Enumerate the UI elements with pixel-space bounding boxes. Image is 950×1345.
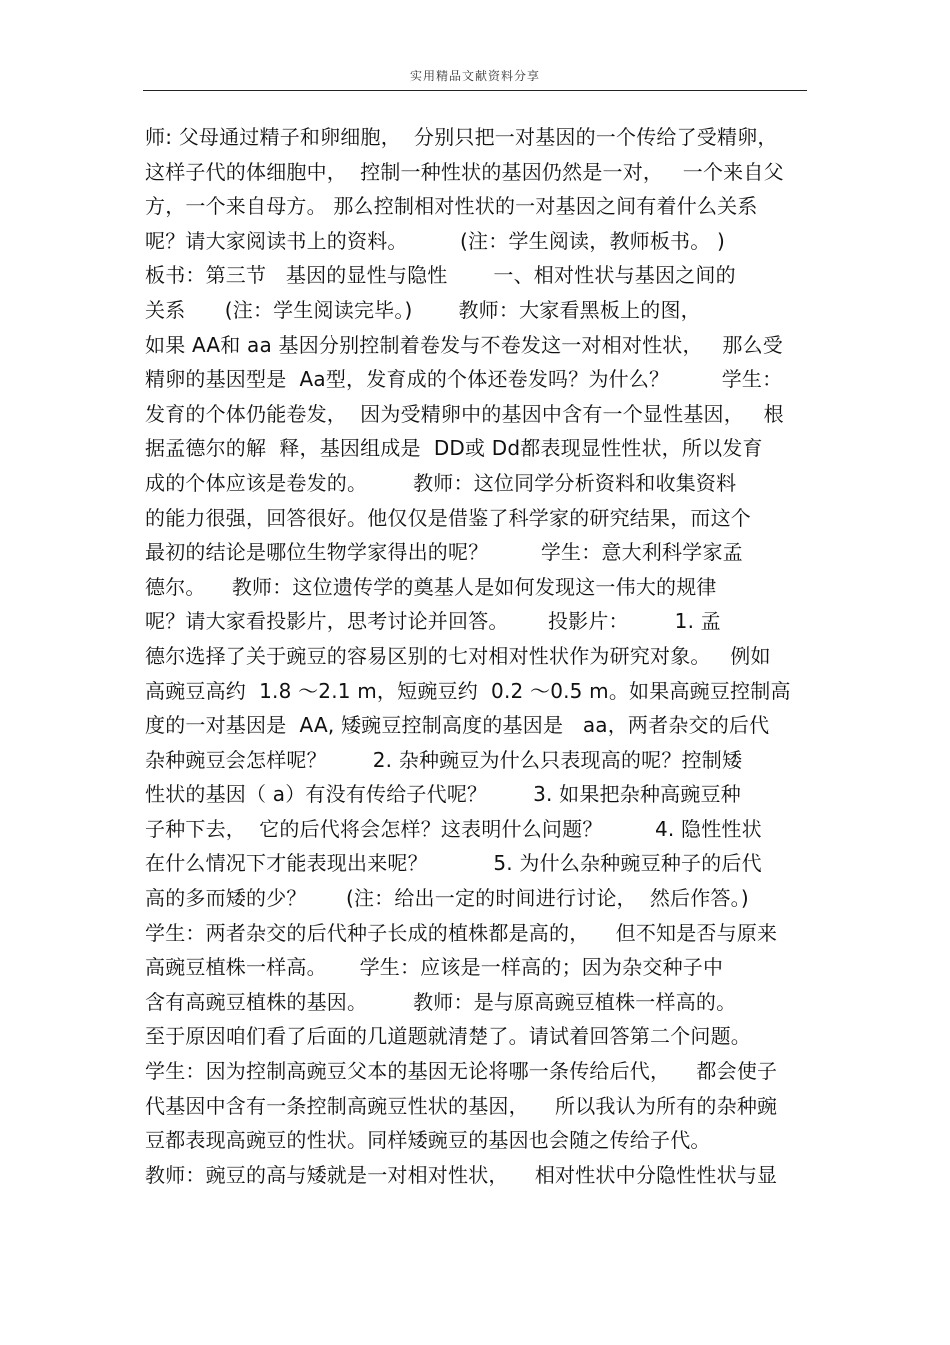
text-line: 高豌豆植株一样高。 学生：应该是一样高的；因为杂交种子中 [145,955,724,980]
text-line: 至于原因咱们看了后面的几道题就清楚了。请试着回答第二个问题。 [145,1024,751,1049]
text-line: 发育的个体仍能卷发， 因为受精卵中的基因中含有一个显性基因， 根 [145,401,784,426]
text-line: 方，一个来自母方。 那么控制相对性状的一对基因之间有着什么关系 [145,194,758,219]
text-line: 在什么情况下才能表现出来呢？ 5. 为什么杂种豌豆种子的后代 [145,851,762,876]
text-line: 高的多而矮的少？ (注：给出一定的时间进行讨论， 然后作答。) [145,886,749,911]
text-line: 呢？请大家看投影片，思考讨论并回答。 投影片： 1. 孟 [145,609,721,634]
text-line: 成的个体应该是卷发的。 教师：这位同学分析资料和收集资料 [145,470,737,495]
header-title: 实用精品文献资料分享 [409,69,540,83]
text-line: 教师：豌豆的高与矮就是一对相对性状， 相对性状中分隐性性状与显 [145,1162,778,1187]
text-line: 度的一对基因是 AA, 矮豌豆控制高度的基因是 aa，两者杂交的后代 [145,713,770,738]
text-line: 代基因中含有一条控制高豌豆性状的基因， 所以我认为所有的杂种豌 [145,1093,778,1118]
text-line: 高豌豆高约 1.8 ～2.1 m，短豌豆约 0.2 ～0.5 m。如果高豌豆控制高 [145,678,791,703]
text-line: 这样子代的体细胞中， 控制一种性状的基因仍然是一对， 一个来自父 [145,159,784,184]
text-line: 最初的结论是哪位生物学家得出的呢？ 学生：意大利科学家孟 [145,540,743,565]
header-divider [143,90,807,91]
text-line: 的能力很强，回答很好。他仅仅是借鉴了科学家的研究结果，而这个 [145,505,751,530]
text-line: 豆都表现高豌豆的性状。同样矮豌豆的基因也会随之传给子代。 [145,1128,711,1153]
text-line: 师: 父母通过精子和卵细胞， 分别只把一对基因的一个传给了受精卵， [145,125,778,149]
text-line: 性状的基因（ a）有没有传给子代呢？ 3. 如果把杂种高豌豆种 [145,782,741,807]
text-line: 关系 (注：学生阅读完毕。) 教师：大家看黑板上的图， [145,297,701,322]
text-line: 德尔选择了关于豌豆的容易区别的七对相对性状作为研究对象。 例如 [145,643,771,668]
text-line: 板书：第三节 基因的显性与隐性 一、相对性状与基因之间的 [145,263,736,288]
text-line: 学生：两者杂交的后代种子长成的植株都是高的， 但不知是否与原来 [145,920,778,945]
text-line: 如果 AA和 aa 基因分别控制着卷发与不卷发这一对相对性状， 那么受 [145,332,783,357]
text-line: 杂种豌豆会怎样呢？ 2. 杂种豌豆为什么只表现高的呢？控制矮 [145,747,743,772]
text-line: 呢？请大家阅读书上的资料。 (注：学生阅读，教师板书。 ) [145,228,726,253]
text-line: 德尔。 教师：这位遗传学的奠基人是如何发现这一伟大的规律 [145,574,717,599]
text-line: 含有高豌豆植株的基因。 教师：是与原高豌豆植株一样高的。 [145,989,737,1014]
document-body [145,120,825,1192]
text-line: 精卵的基因型是 Aa型，发育成的个体还卷发吗？为什么？ 学生： [145,367,783,392]
text-line: 学生：因为控制高豌豆父本的基因无论将哪一条传给后代， 都会使子 [145,1059,778,1084]
text-line: 据孟德尔的解 释，基因组成是 DD或 Dd都表现显性性状，所以发育 [145,436,763,461]
text-line: 子种下去， 它的后代将会怎样？这表明什么问题？ 4. 隐性性状 [145,816,762,841]
